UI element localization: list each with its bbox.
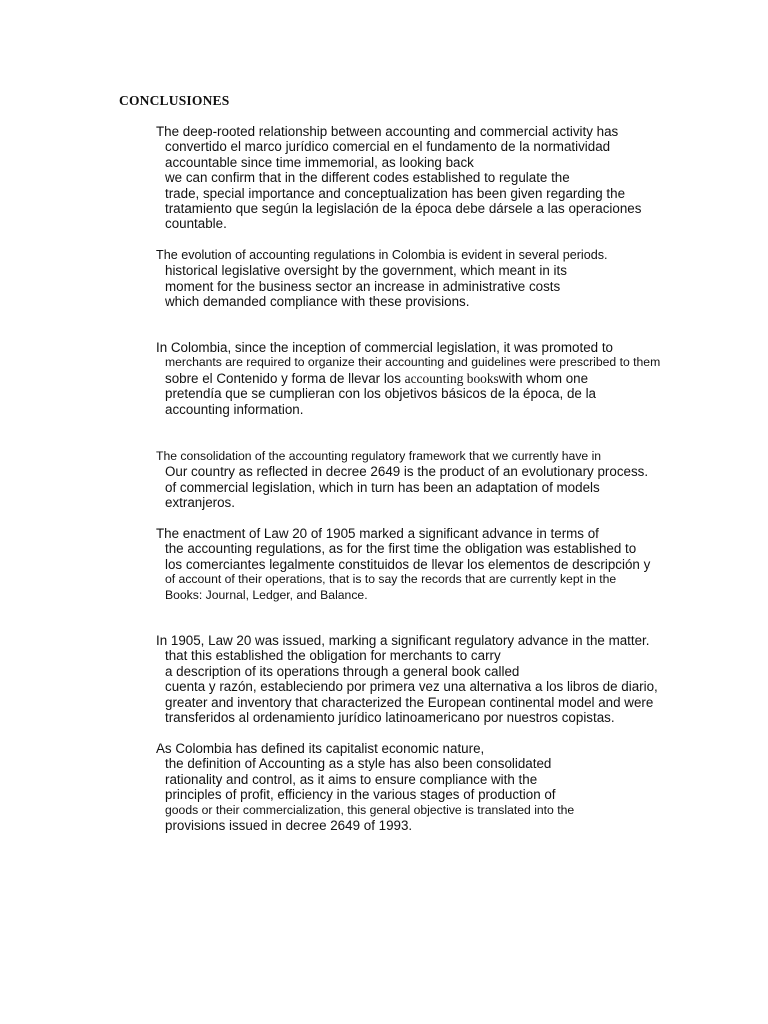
paragraph-line: sobre el Contenido y forma de llevar los accounting bookswith whom one [165, 370, 589, 386]
paragraph-line: As Colombia has defined its capitalist economic nature, [156, 741, 485, 756]
paragraph-line: goods or their commercialization, this general objective is translated into the [165, 802, 575, 817]
paragraph-line: the definition of Accounting as a style has also been consolidated [165, 756, 552, 772]
paragraph-line: a description of its operations through a general book called [165, 663, 520, 679]
conclusion-paragraph-7 [143, 741, 703, 833]
section-heading: CONCLUSIONES [119, 93, 230, 108]
conclusion-paragraph-3 [143, 340, 703, 417]
paragraph-line: The deep-rooted relationship between accounting and commercial activity has [156, 124, 619, 139]
paragraph-line: pretendía que se cumplieran con los objetivos básicos de la época, de la [165, 386, 597, 402]
paragraph-line: accountable since time immemorial, as looking back [165, 154, 474, 170]
paragraph-line: historical legislative oversight by the government, which meant in its [165, 263, 567, 279]
paragraph-line: of account of their operations, that is to say the records that are currently kept in the [165, 572, 617, 587]
paragraph-line: transferidos al ordenamiento jurídico latinoamericano por nuestros copistas. [165, 709, 615, 725]
conclusion-paragraph-4 [143, 449, 703, 511]
paragraph-line: cuenta y razón, estableciendo por primera vez una alternativa a los libros de diario, [165, 679, 658, 695]
paragraph-line: of commercial legislation, which in turn has been an adaptation of models [165, 479, 600, 495]
paragraph-line: we can confirm that in the different codes established to regulate the [165, 170, 570, 186]
paragraph-line: greater and inventory that characterized the European continental model and were [165, 694, 654, 710]
paragraph-line: which demanded compliance with these provisions. [165, 294, 470, 310]
conclusion-paragraph-5 [143, 526, 703, 603]
paragraph-line: The consolidation of the accounting regulatory framework that we currently have in [156, 449, 602, 463]
paragraph-line: trade, special importance and conceptualization has been given regarding the [165, 185, 626, 201]
paragraph-line: principles of profit, efficiency in the various stages of production of [165, 787, 556, 803]
paragraph-line: The evolution of accounting regulations in Colombia is evident in several periods. [156, 248, 608, 262]
conclusion-paragraph-1 [143, 124, 703, 232]
paragraph-line: countable. [165, 216, 227, 232]
paragraph-line: accounting information. [165, 401, 304, 417]
paragraph-line: that this established the obligation for merchants to carry [165, 648, 501, 664]
conclusion-paragraph-2 [143, 248, 703, 310]
paragraph-line: merchants are required to organize their accounting and guidelines were prescribed to them [165, 355, 661, 370]
paragraph-line: provisions issued in decree 2649 of 1993. [165, 817, 413, 833]
paragraph-line: extranjeros. [165, 495, 235, 511]
paragraph-line: moment for the business sector an increase in administrative costs [165, 278, 561, 294]
paragraph-line: In Colombia, since the inception of commercial legislation, it was promoted to [156, 340, 613, 355]
inline-serif-term: accounting books [404, 370, 499, 386]
paragraph-line: convertido el marco jurídico comercial en el fundamento de la normatividad [165, 139, 611, 155]
paragraph-line: the accounting regulations, as for the first time the obligation was established to [165, 541, 637, 557]
paragraph-line: tratamiento que según la legislación de la época debe dársele a las operaciones [165, 200, 642, 216]
paragraph-line: The enactment of Law 20 of 1905 marked a significant advance in terms of [156, 526, 599, 541]
paragraph-line: Books: Journal, Ledger, and Balance. [165, 587, 368, 602]
paragraph-line: rationality and control, as it aims to ensure compliance with the [165, 771, 538, 787]
conclusion-paragraph-6 [143, 633, 703, 725]
paragraph-line: Our country as reflected in decree 2649 is the product of an evolutionary process. [165, 464, 649, 480]
paragraph-line: los comerciantes legalmente constituidos de llevar los elementos de descripción y [165, 556, 651, 572]
paragraph-line: In 1905, Law 20 was issued, marking a significant regulatory advance in the matter. [156, 633, 650, 648]
